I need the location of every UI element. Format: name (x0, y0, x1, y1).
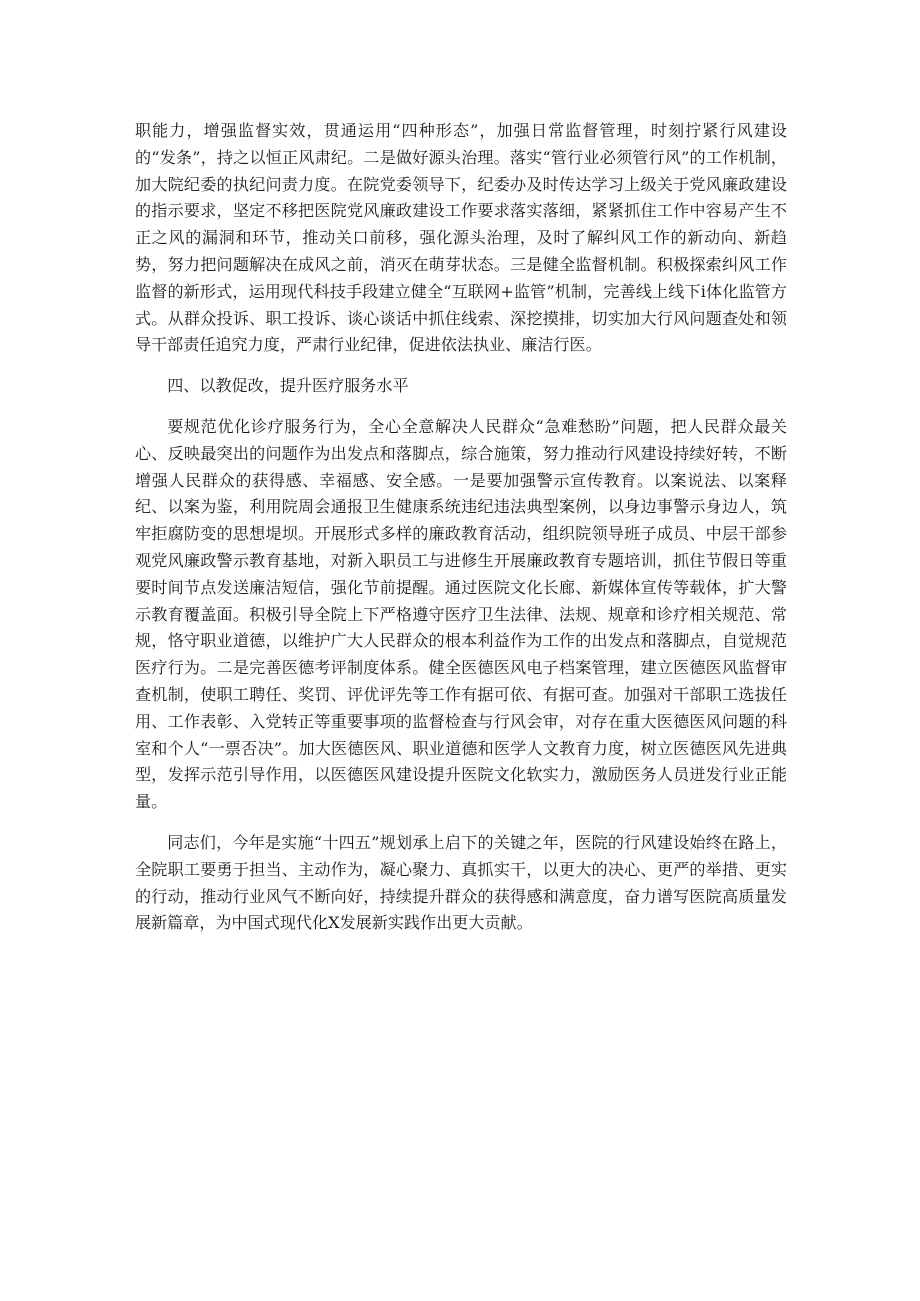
section-heading-four: 四、以教促改，提升医疗服务水平 (167, 376, 409, 396)
document-page (135, 118, 787, 951)
paragraph-education: 要规范优化诊疗服务行为，全心全意解决人民群众“急难愁盼”问题，把人民群众最关心、反映最突出的问题作为出发点和落脚点，综合施策，努力推动行风建设持续好转，不断增强人民群众的获得感、幸福感、安全感。一是要加强警示宣传教育。以案说法、以案释纪、以案为鉴，利用院周会通报卫生健康系统违纪违法典型案例，以身边事警示身边人，筑牢拒腐防变的思想堤坝。开展形式多样的廉政教育活动，组织院领导班子成员、中层干部参观党风廉政警示教育基地，对新入职员工与进修生开展廉政教育专题培训，抓住节假日等重要时间节点发送廉洁短信，强化节前提醒。通过医院文化长廊、新媒体宣传等载体，扩大警示教育覆盖面。积极引导全院上下严格遵守医疗卫生法律、法规、规章和诊疗相关规范、常规，恪守职业道德，以维护广大人民群众的根本利益作为工作的出发点和落脚点，自觉规范医疗行为。二是完善医德考评制度体系。健全医德医风电子档案管理，建立医德医风监督审查机制，使职工聘任、奖罚、评优评先等工作有据可依、有据可查。加强对干部职工选拔任用、工作表彰、入党转正等重要事项的监督检查与行风会审，对存在重大医德医风问题的科室和个人“一票否决”。加大医德医风、职业道德和医学人文教育力度，树立医德医风先进典型，发挥示范引导作用，以医德医风建设提升医院文化软实力，激励医务人员迸发行业正能量。 (135, 416, 787, 812)
paragraph-closing: 同志们，今年是实施“十四五”规划承上启下的关键之年，医院的行风建设始终在路上，全院职工要勇于担当、主动作为，凝心聚力、真抓实干，以更大的决心、更严的举措、更实的行动，推动行业风气不断向好，持续提升群众的获得感和满意度，奋力谱写医院高质量发展新篇章，为中国式现代化X发展新实践作出更大贡献。 (135, 832, 787, 933)
paragraph-supervision: 职能力，增强监督实效，贯通运用“四种形态”，加强日常监督管理，时刻拧紧行风建设的“发条”，持之以恒正风肃纪。二是做好源头治理。落实“管行业必须管行风”的工作机制，加大院纪委的执纪问责力度。在院党委领导下，纪委办及时传达学习上级关于党风廉政建设的指示要求，坚定不移把医院党风廉政建设工作要求落实落细，紧紧抓住工作中容易产生不正之风的漏洞和环节，推动关口前移，强化源头治理，及时了解纠风工作的新动向、新趋势，努力把问题解决在成风之前，消灭在萌芽状态。三是健全监督机制。积极探索纠风工作监督的新形式，运用现代科技手段建立健全“互联网+监管”机制，完善线上线下i体化监管方式。从群众投诉、职工投诉、谈心谈话中抓住线索、深挖摸排，切实加大行风问题查处和领导干部责任追究力度，严肃行业纪律，促进依法执业、廉洁行医。 (135, 121, 787, 355)
